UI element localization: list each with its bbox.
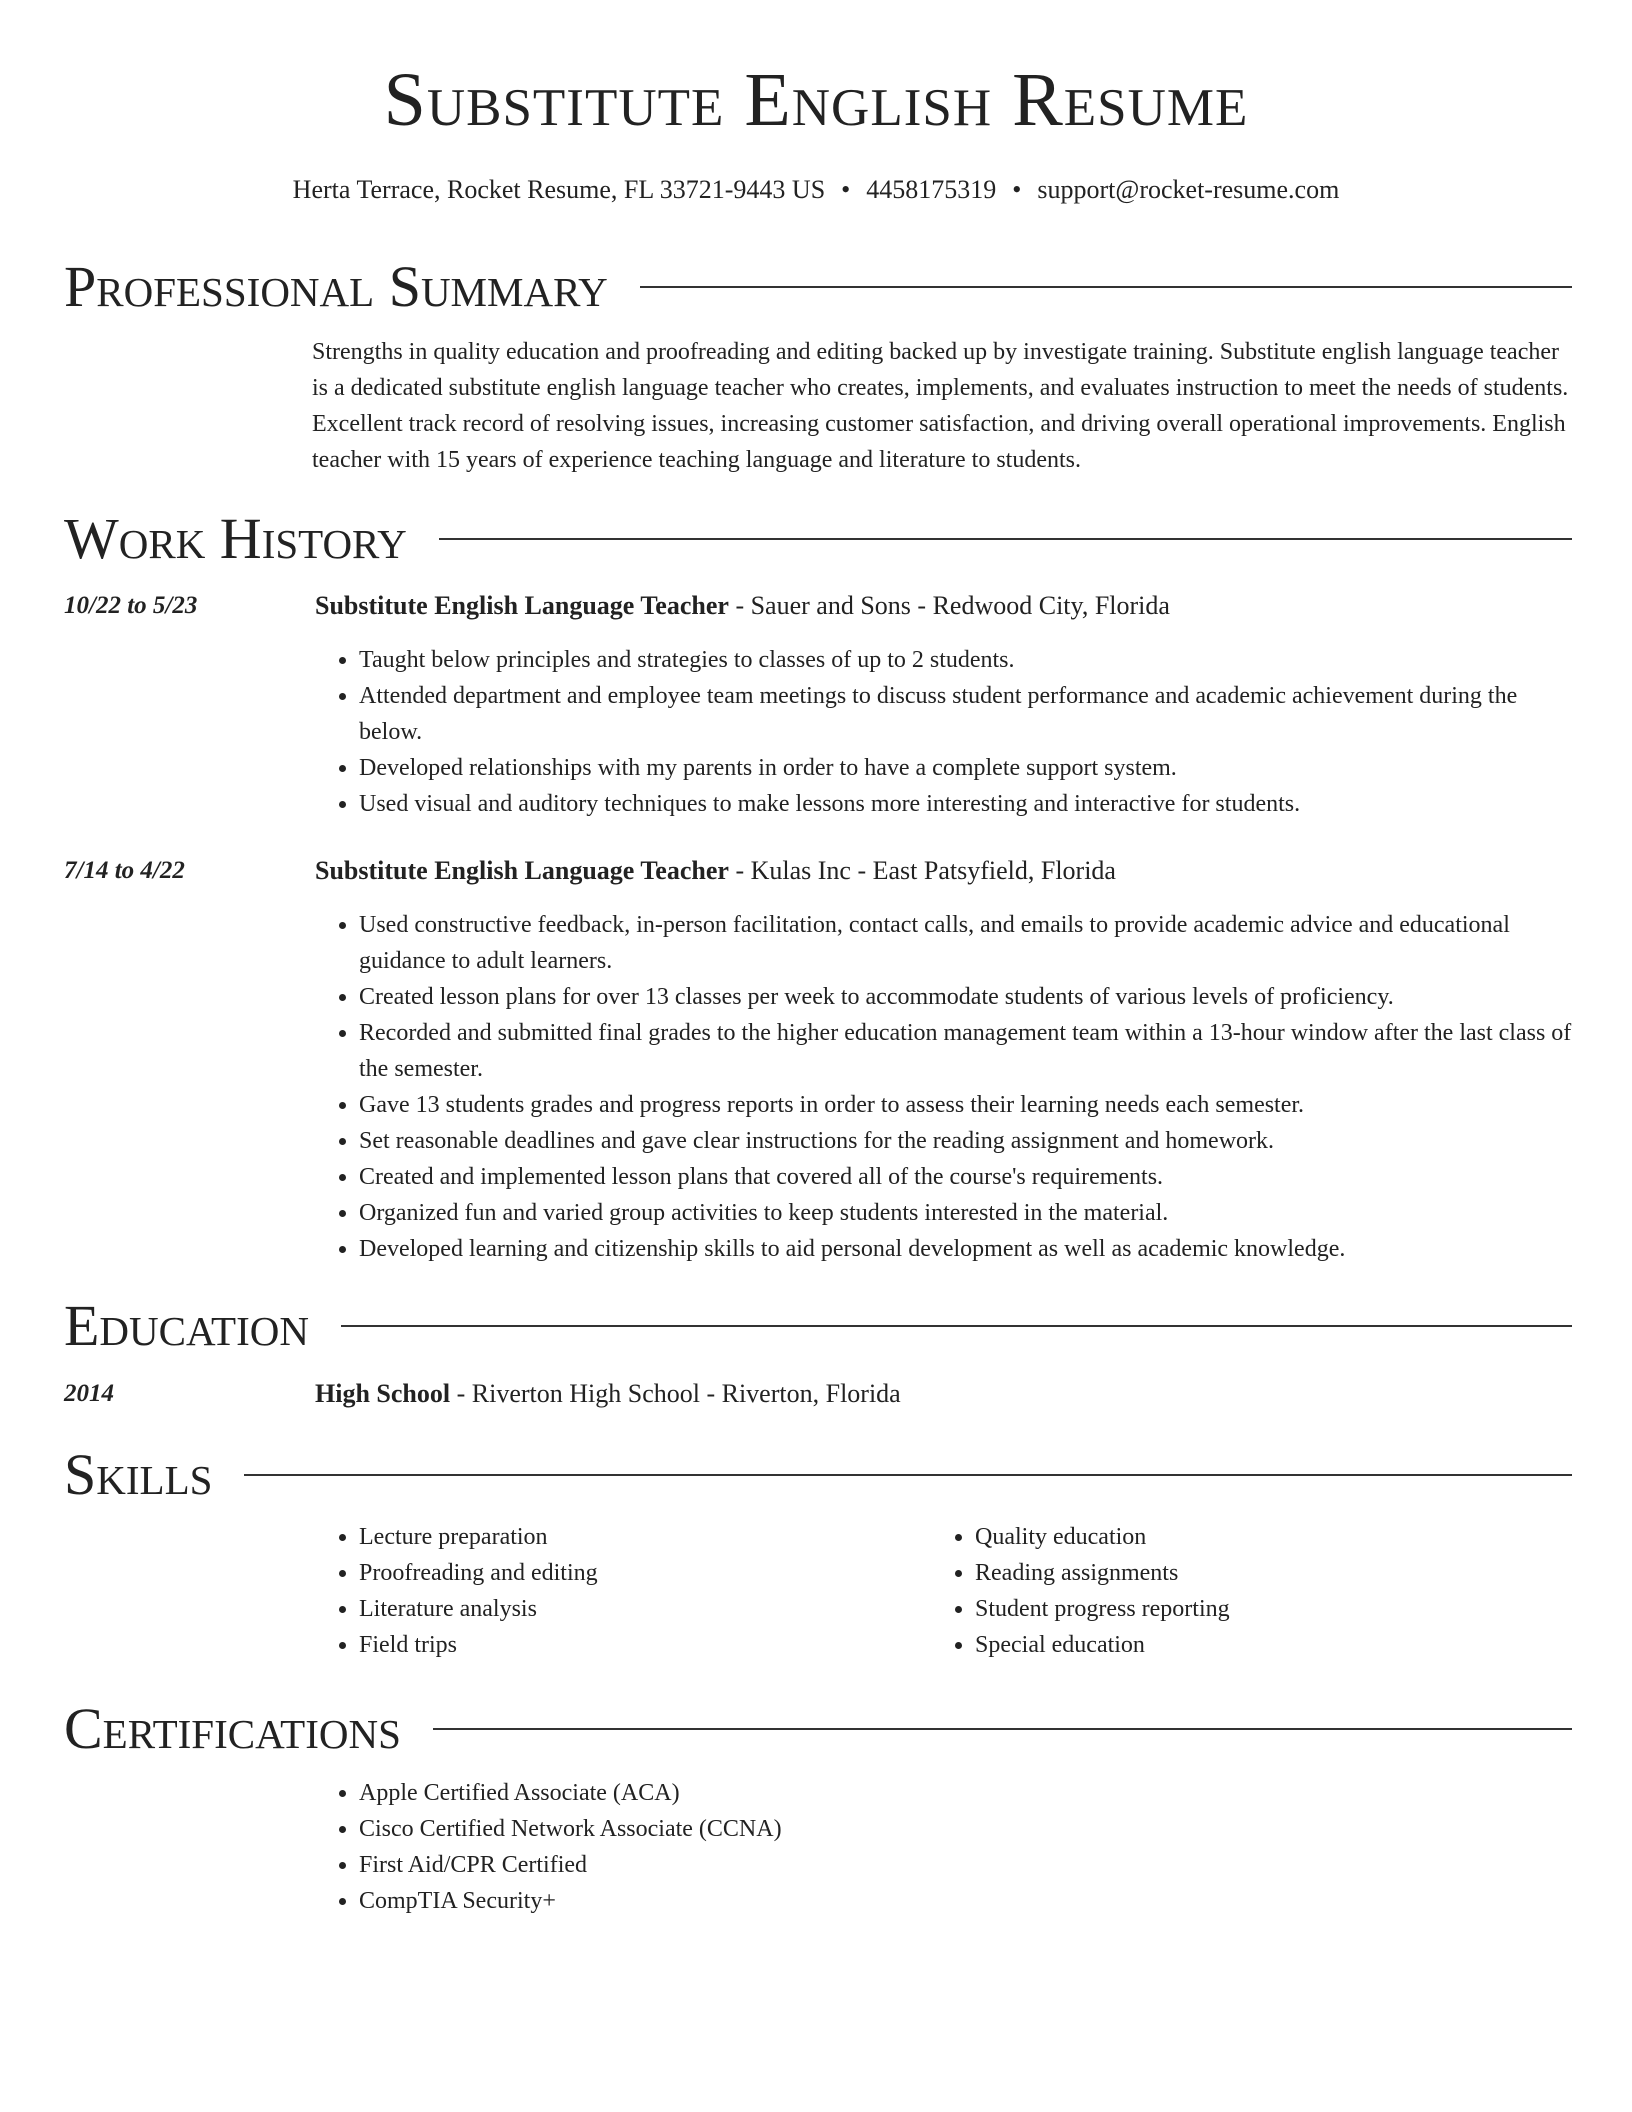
job-bullets [315,642,1572,822]
job-dates: 7/14 to 4/22 [64,857,185,884]
education-section-header [64,1293,1572,1358]
summary-text: Strengths in quality education and proofreading and editing backed up by investigate training. Substitute english language teacher is a dedicated substitute english language teacher who creates, implements, and evaluates instruction to meet the needs of students. Excellent track record of resolving issues, increasing customer satisfaction, and driving overall operational improvements. English teacher with 15 years of experience teaching language and literature to students. [312,339,1569,473]
section-divider [439,538,1572,540]
separator-dot: • [1012,175,1022,204]
job-bullet: • Set reasonable deadlines and gave clear instructions for the reading assignment and homework. [359,1123,1572,1159]
certification-item: • Apple Certified Associate (ACA) [359,1775,1572,1811]
job-entry [64,588,1572,817]
certification-item: • CompTIA Security+ [359,1883,1572,1919]
education-degree: High School [315,1379,451,1408]
skill-item: • Lecture preparation [359,1519,931,1555]
job-bullet: • Developed learning and citizenship skills to aid personal development as well as academic knowledge. [359,1231,1572,1267]
section-divider [433,1728,1572,1730]
education-year: 2014 [64,1380,114,1407]
skill-item: • Field trips [359,1627,931,1663]
summary-heading: Professional Summary [64,254,608,319]
skills-heading: Skills [64,1442,213,1507]
separator-dot: • [841,175,851,204]
job-bullet: • Created and implemented lesson plans that covered all of the course's requirements. [359,1159,1572,1195]
job-bullet: • Used visual and auditory techniques to make lessons more interesting and interactive for students. [359,786,1572,822]
job-title: Substitute English Language Teacher [315,856,729,885]
job-bullet: • Organized fun and varied group activities to keep students interested in the material. [359,1195,1572,1231]
resume-title: Substitute English Resume [383,58,1249,142]
job-details: - Kulas Inc - East Patsyfield, Florida [728,856,1116,885]
job-entry [64,853,1572,1262]
skill-item: • Literature analysis [359,1591,931,1627]
section-divider [244,1474,1572,1476]
certifications-heading: Certifications [64,1696,401,1761]
education-row [64,1376,1572,1416]
skills-section-header [64,1442,1572,1507]
job-bullet: • Attended department and employee team meetings to discuss student performance and academic achievement during the below. [359,678,1572,750]
job-header [64,588,1572,628]
certification-item: • First Aid/CPR Certified [359,1847,1572,1883]
contact-line [0,174,1632,205]
skill-item: • Quality education [975,1519,1547,1555]
skills-column-left [315,1519,931,1663]
job-bullets [315,907,1572,1267]
job-bullet: • Gave 13 students grades and progress reports in order to assess their learning needs each semester. [359,1087,1572,1123]
skills-grid [315,1519,1572,1663]
job-bullet: • Created lesson plans for over 13 classes per week to accommodate students of various levels of proficiency. [359,979,1572,1015]
summary-section-header [64,254,1572,319]
job-title-line [315,588,1170,624]
skill-item: • Student progress reporting [975,1591,1547,1627]
section-divider [341,1325,1572,1327]
education-heading: Education [64,1293,309,1358]
job-dates: 10/22 to 5/23 [64,592,198,619]
section-divider [640,286,1572,288]
skills-column-right [931,1519,1547,1663]
education-line [315,1376,901,1412]
education-entry [64,1376,1572,1416]
certification-item: • Cisco Certified Network Associate (CCNA) [359,1811,1572,1847]
education-details: - Riverton High School - Riverton, Florida [450,1379,901,1408]
skill-item: • Proofreading and editing [359,1555,931,1591]
job-title-line [315,853,1116,889]
skill-item: • Special education [975,1627,1547,1663]
job-bullet: • Developed relationships with my parents in order to have a complete support system. [359,750,1572,786]
job-bullet: • Recorded and submitted final grades to the higher education management team within a 13-hour window after the last class of the semester. [359,1015,1572,1087]
contact-address: Herta Terrace, Rocket Resume, FL 33721-9443 US [292,175,826,204]
job-bullet: • Used constructive feedback, in-person facilitation, contact calls, and emails to provide academic advice and educational guidance to adult learners. [359,907,1572,979]
work-section-header [64,506,1572,571]
skill-item: • Reading assignments [975,1555,1547,1591]
certifications-section-header [64,1696,1572,1761]
job-details: - Sauer and Sons - Redwood City, Florida [728,591,1170,620]
contact-phone: 4458175319 [866,175,997,204]
job-title: Substitute English Language Teacher [315,591,729,620]
job-header [64,853,1572,893]
contact-email: support@rocket-resume.com [1037,175,1340,204]
job-bullet: • Taught below principles and strategies to classes of up to 2 students. [359,642,1572,678]
work-heading: Work History [64,506,407,571]
certifications-list [315,1775,1572,1919]
